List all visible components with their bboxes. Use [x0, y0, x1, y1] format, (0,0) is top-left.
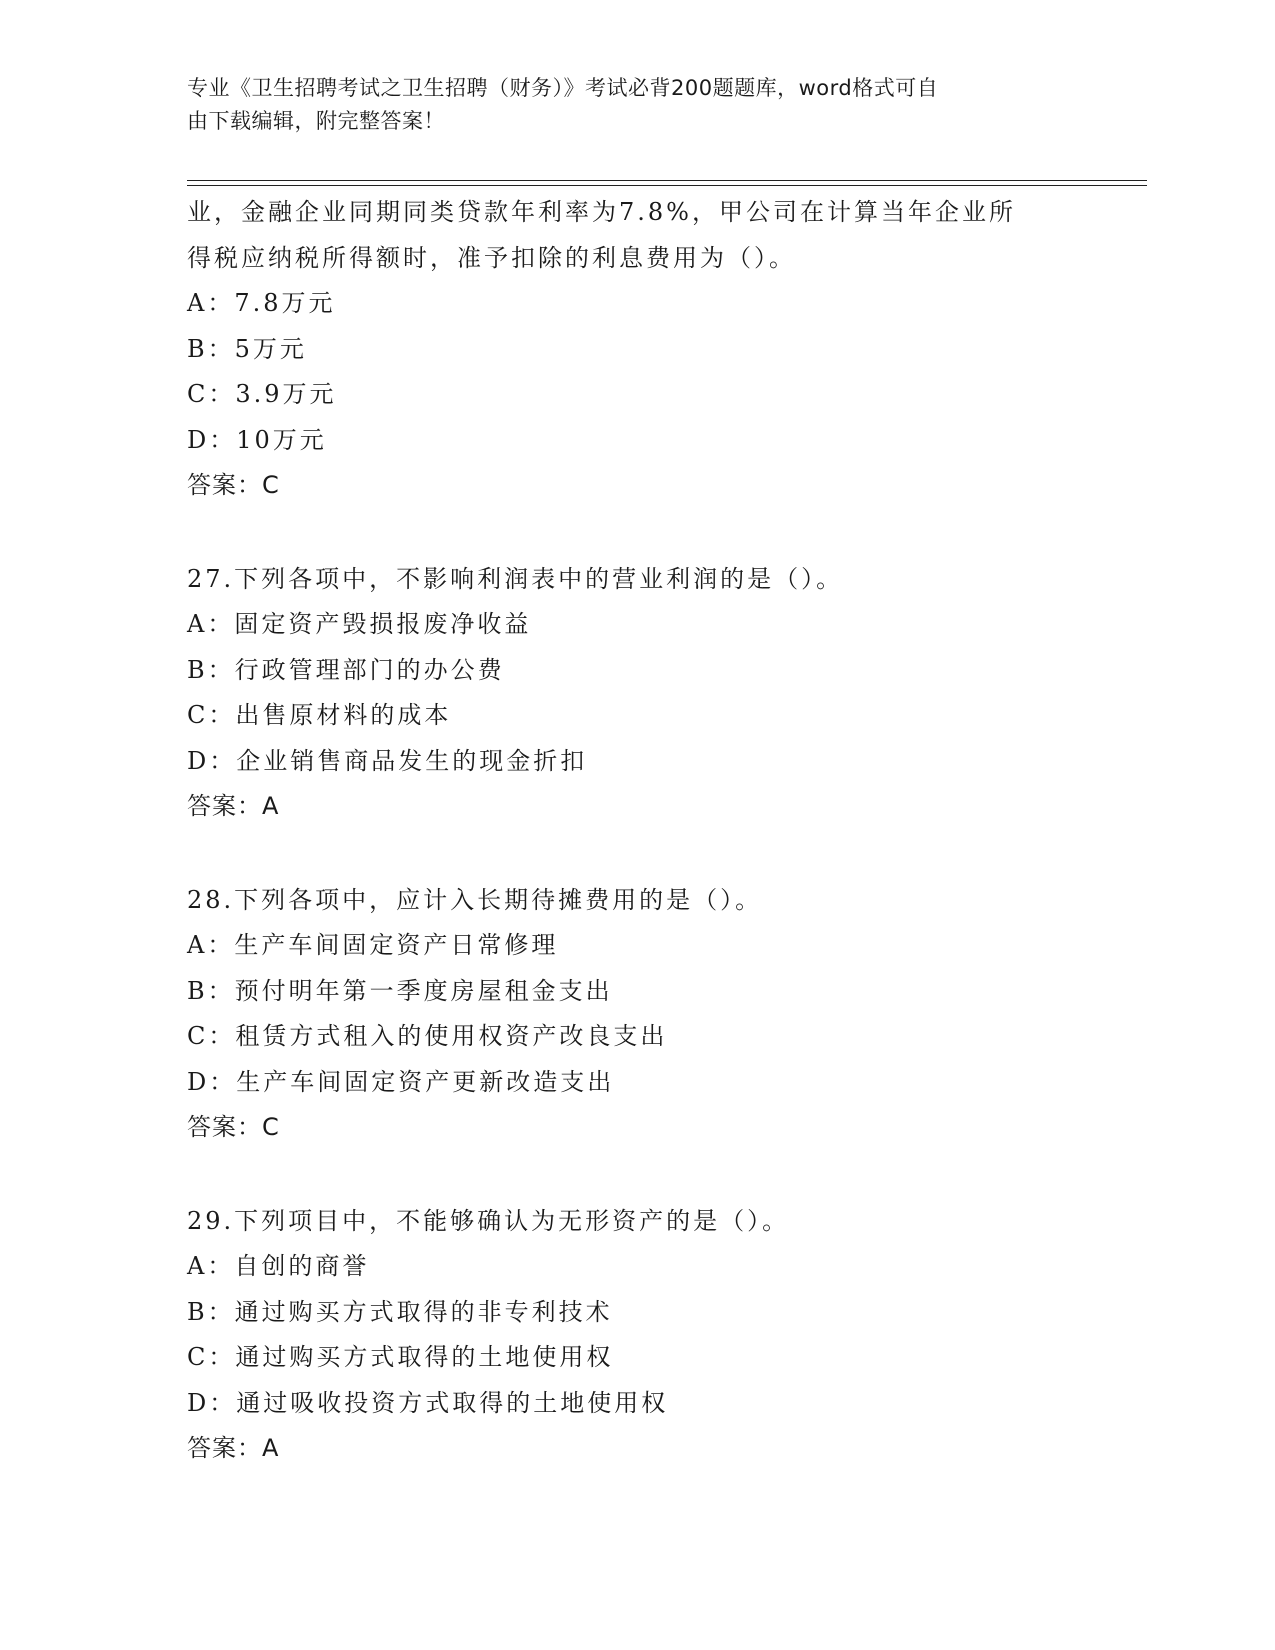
- answer-line: 答案：C: [187, 1113, 280, 1141]
- question-stem-line: 得税应纳税所得额时，准予扣除的利息费用为（）。: [187, 243, 796, 272]
- option-a: A：生产车间固定资产日常修理: [187, 931, 559, 959]
- question-stem: 27.下列各项中，不影响利润表中的营业利润的是（）。: [187, 564, 844, 593]
- question-stem: 28.下列各项中，应计入长期待摊费用的是（）。: [187, 885, 763, 914]
- header-line-1: 专业《卫生招聘考试之卫生招聘（财务）》考试必背200题题库，word格式可自: [187, 76, 939, 100]
- option-a: A：自创的商誉: [187, 1252, 370, 1280]
- option-d: D：企业销售商品发生的现金折扣: [187, 746, 588, 775]
- answer-line: 答案：A: [187, 1434, 280, 1462]
- question-block-28: [187, 878, 1087, 1151]
- option-c: C：租赁方式租入的使用权资产改良支出: [187, 1022, 668, 1050]
- header-divider-bottom: [187, 185, 1147, 186]
- question-stem-line: 业，金融企业同期同类贷款年利率为7.8%，甲公司在计算当年企业所: [187, 198, 1016, 226]
- option-b: B：行政管理部门的办公费: [187, 655, 505, 684]
- option-b: B：预付明年第一季度房屋租金支出: [187, 976, 613, 1005]
- question-block-continued: [187, 190, 1087, 509]
- answer-line: 答案：A: [187, 792, 280, 820]
- option-c: C：3.9万元: [187, 380, 337, 408]
- header-divider-top: [187, 180, 1147, 181]
- option-a: A：固定资产毁损报废净收益: [187, 610, 532, 638]
- option-a: A：7.8万元: [187, 289, 336, 317]
- question-stem: 29.下列项目中，不能够确认为无形资产的是（）。: [187, 1206, 790, 1235]
- question-block-27: [187, 557, 1087, 830]
- header-line-2: 由下载编辑，附完整答案！: [187, 109, 445, 133]
- question-content: [187, 190, 1087, 1472]
- option-b: B：通过购买方式取得的非专利技术: [187, 1297, 613, 1326]
- option-c: C：通过购买方式取得的土地使用权: [187, 1343, 614, 1371]
- document-header: [187, 72, 1087, 138]
- answer-line: 答案：C: [187, 471, 280, 499]
- option-b: B：5万元: [187, 334, 307, 363]
- option-c: C：出售原材料的成本: [187, 701, 452, 729]
- option-d: D：10万元: [187, 425, 327, 454]
- option-d: D：通过吸收投资方式取得的土地使用权: [187, 1388, 669, 1417]
- question-block-29: [187, 1199, 1087, 1472]
- option-d: D：生产车间固定资产更新改造支出: [187, 1067, 615, 1096]
